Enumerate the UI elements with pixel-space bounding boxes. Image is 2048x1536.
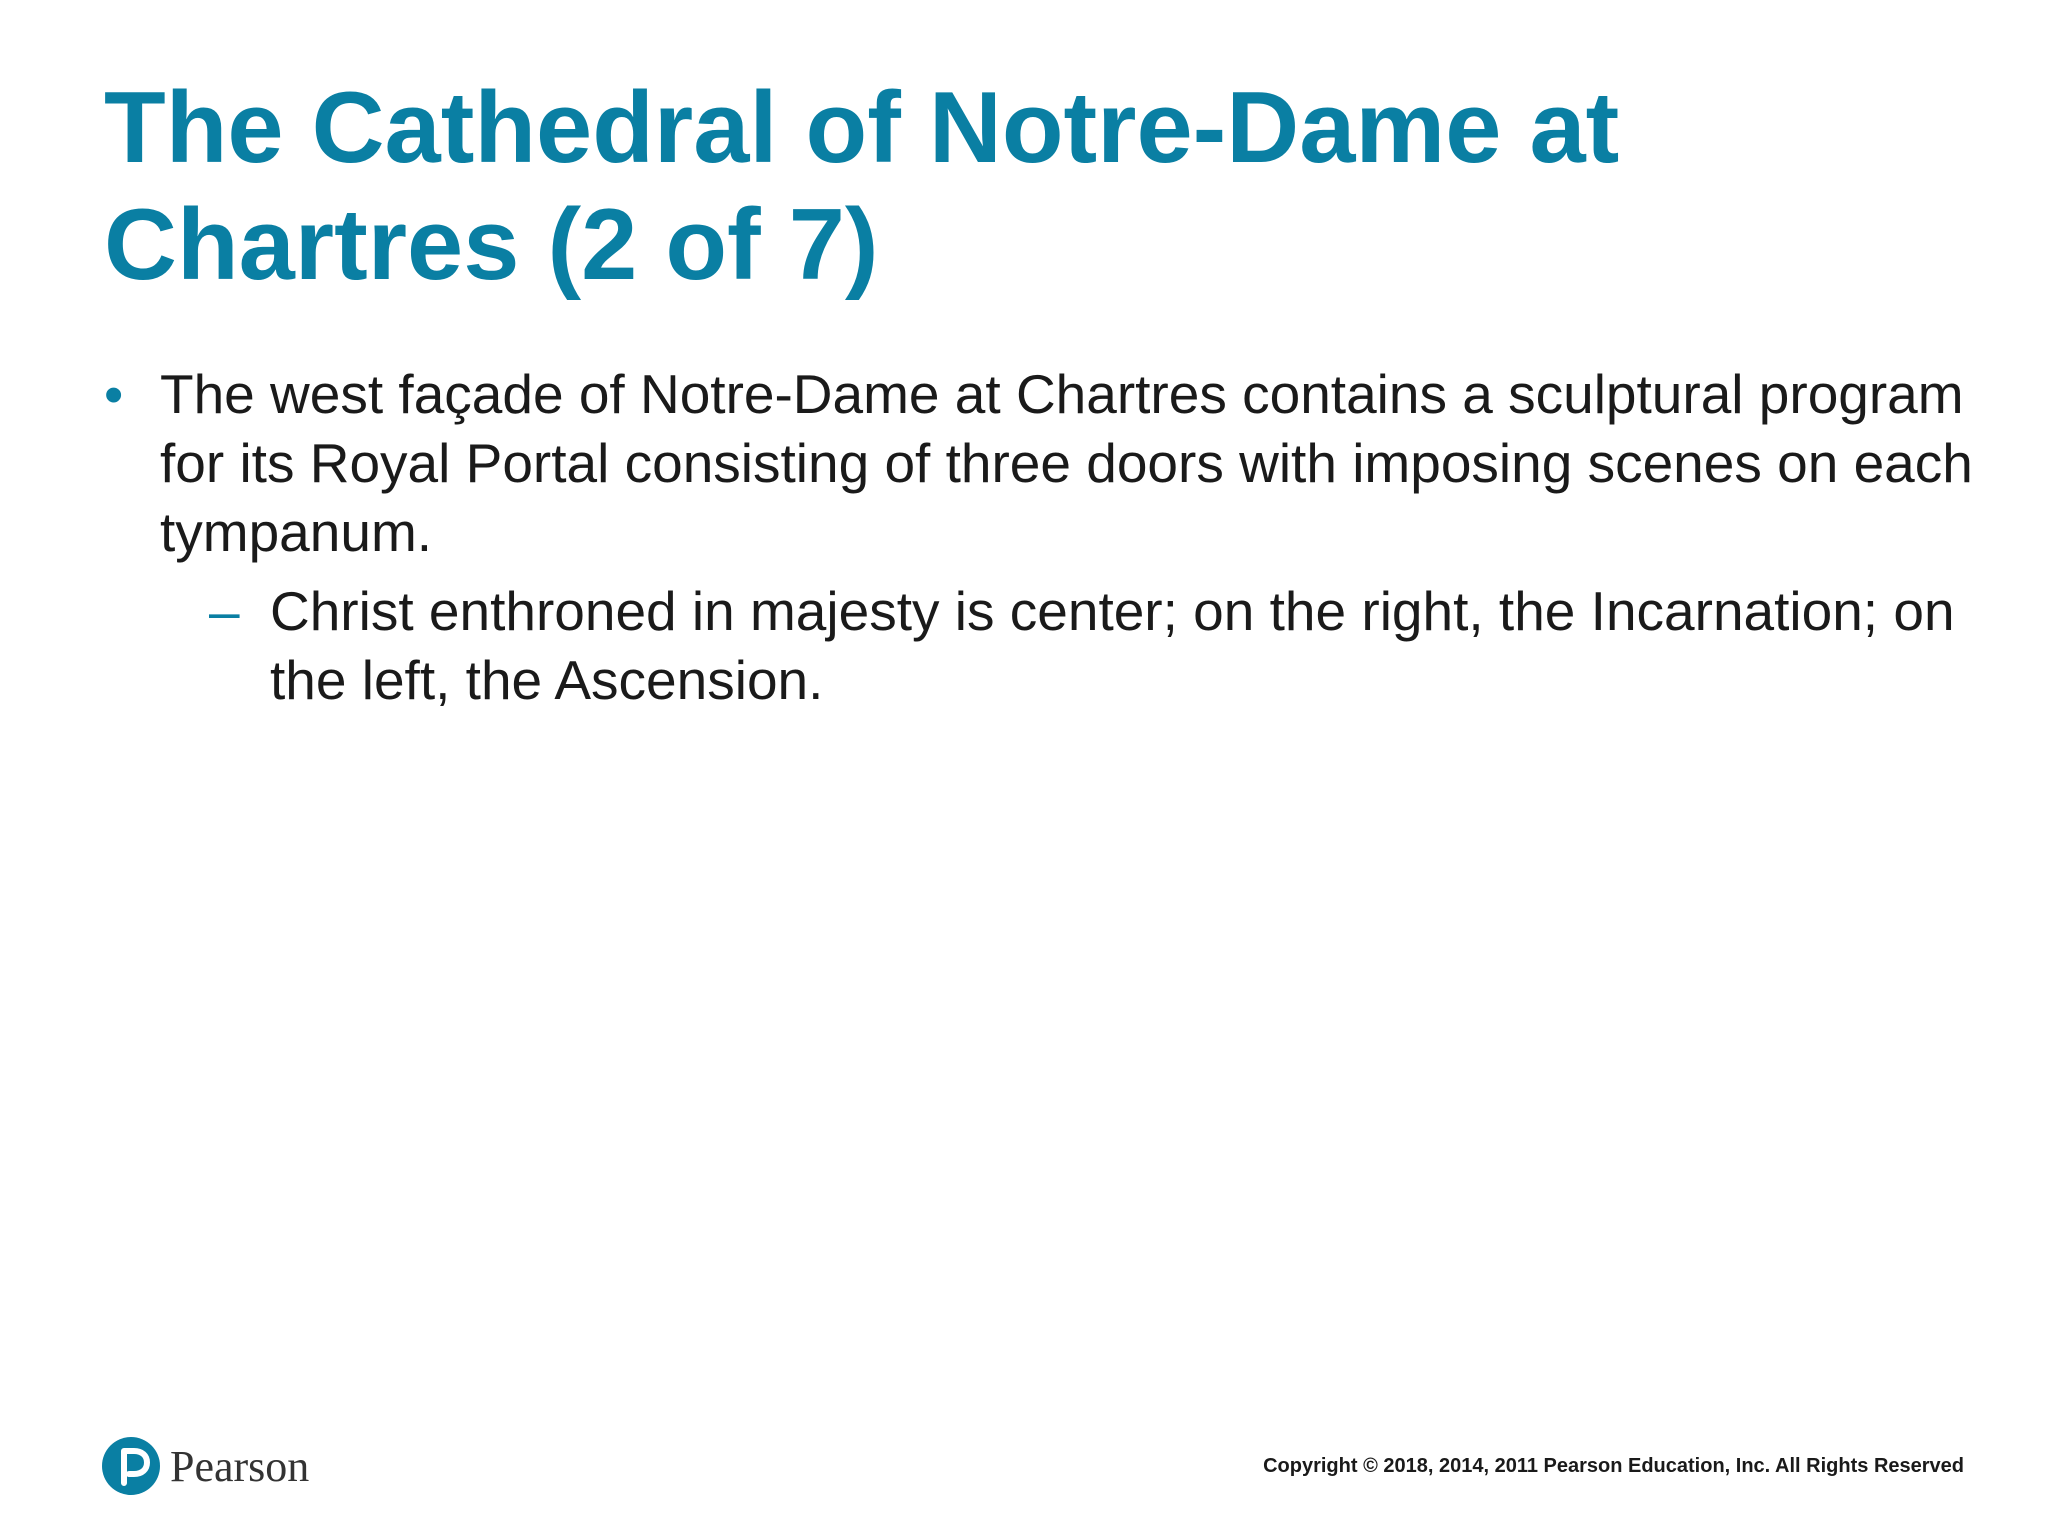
pearson-logo-text: Pearson [170,1441,310,1491]
bullet-text: The west façade of Notre-Dame at Chartres contains a sculptural program for its Royal Portal consisting of three doors with imposing scenes on each tympanum. [160,363,1973,563]
copyright-notice: Copyright © 2018, 2014, 2011 Pearson Education, Inc. All Rights Reserved [1263,1455,1964,1477]
sub-bullet-item [204,577,1984,715]
slide-body [104,360,1984,715]
bullet-marker: • [104,363,124,425]
slide-title [104,70,1804,304]
pearson-logo [102,1432,309,1500]
bullet-item [104,360,1984,567]
slide-title-line-2: Chartres (2 of 7) [104,189,879,301]
sub-bullet-marker: – [209,580,240,642]
pearson-logo-icon [102,1437,160,1495]
sub-bullet-text: Christ enthroned in majesty is center; on the right, the Incarnation; on the left, the Ascension. [270,580,1955,711]
slide-title-line-1: The Cathedral of Notre-Dame at [104,72,1620,184]
